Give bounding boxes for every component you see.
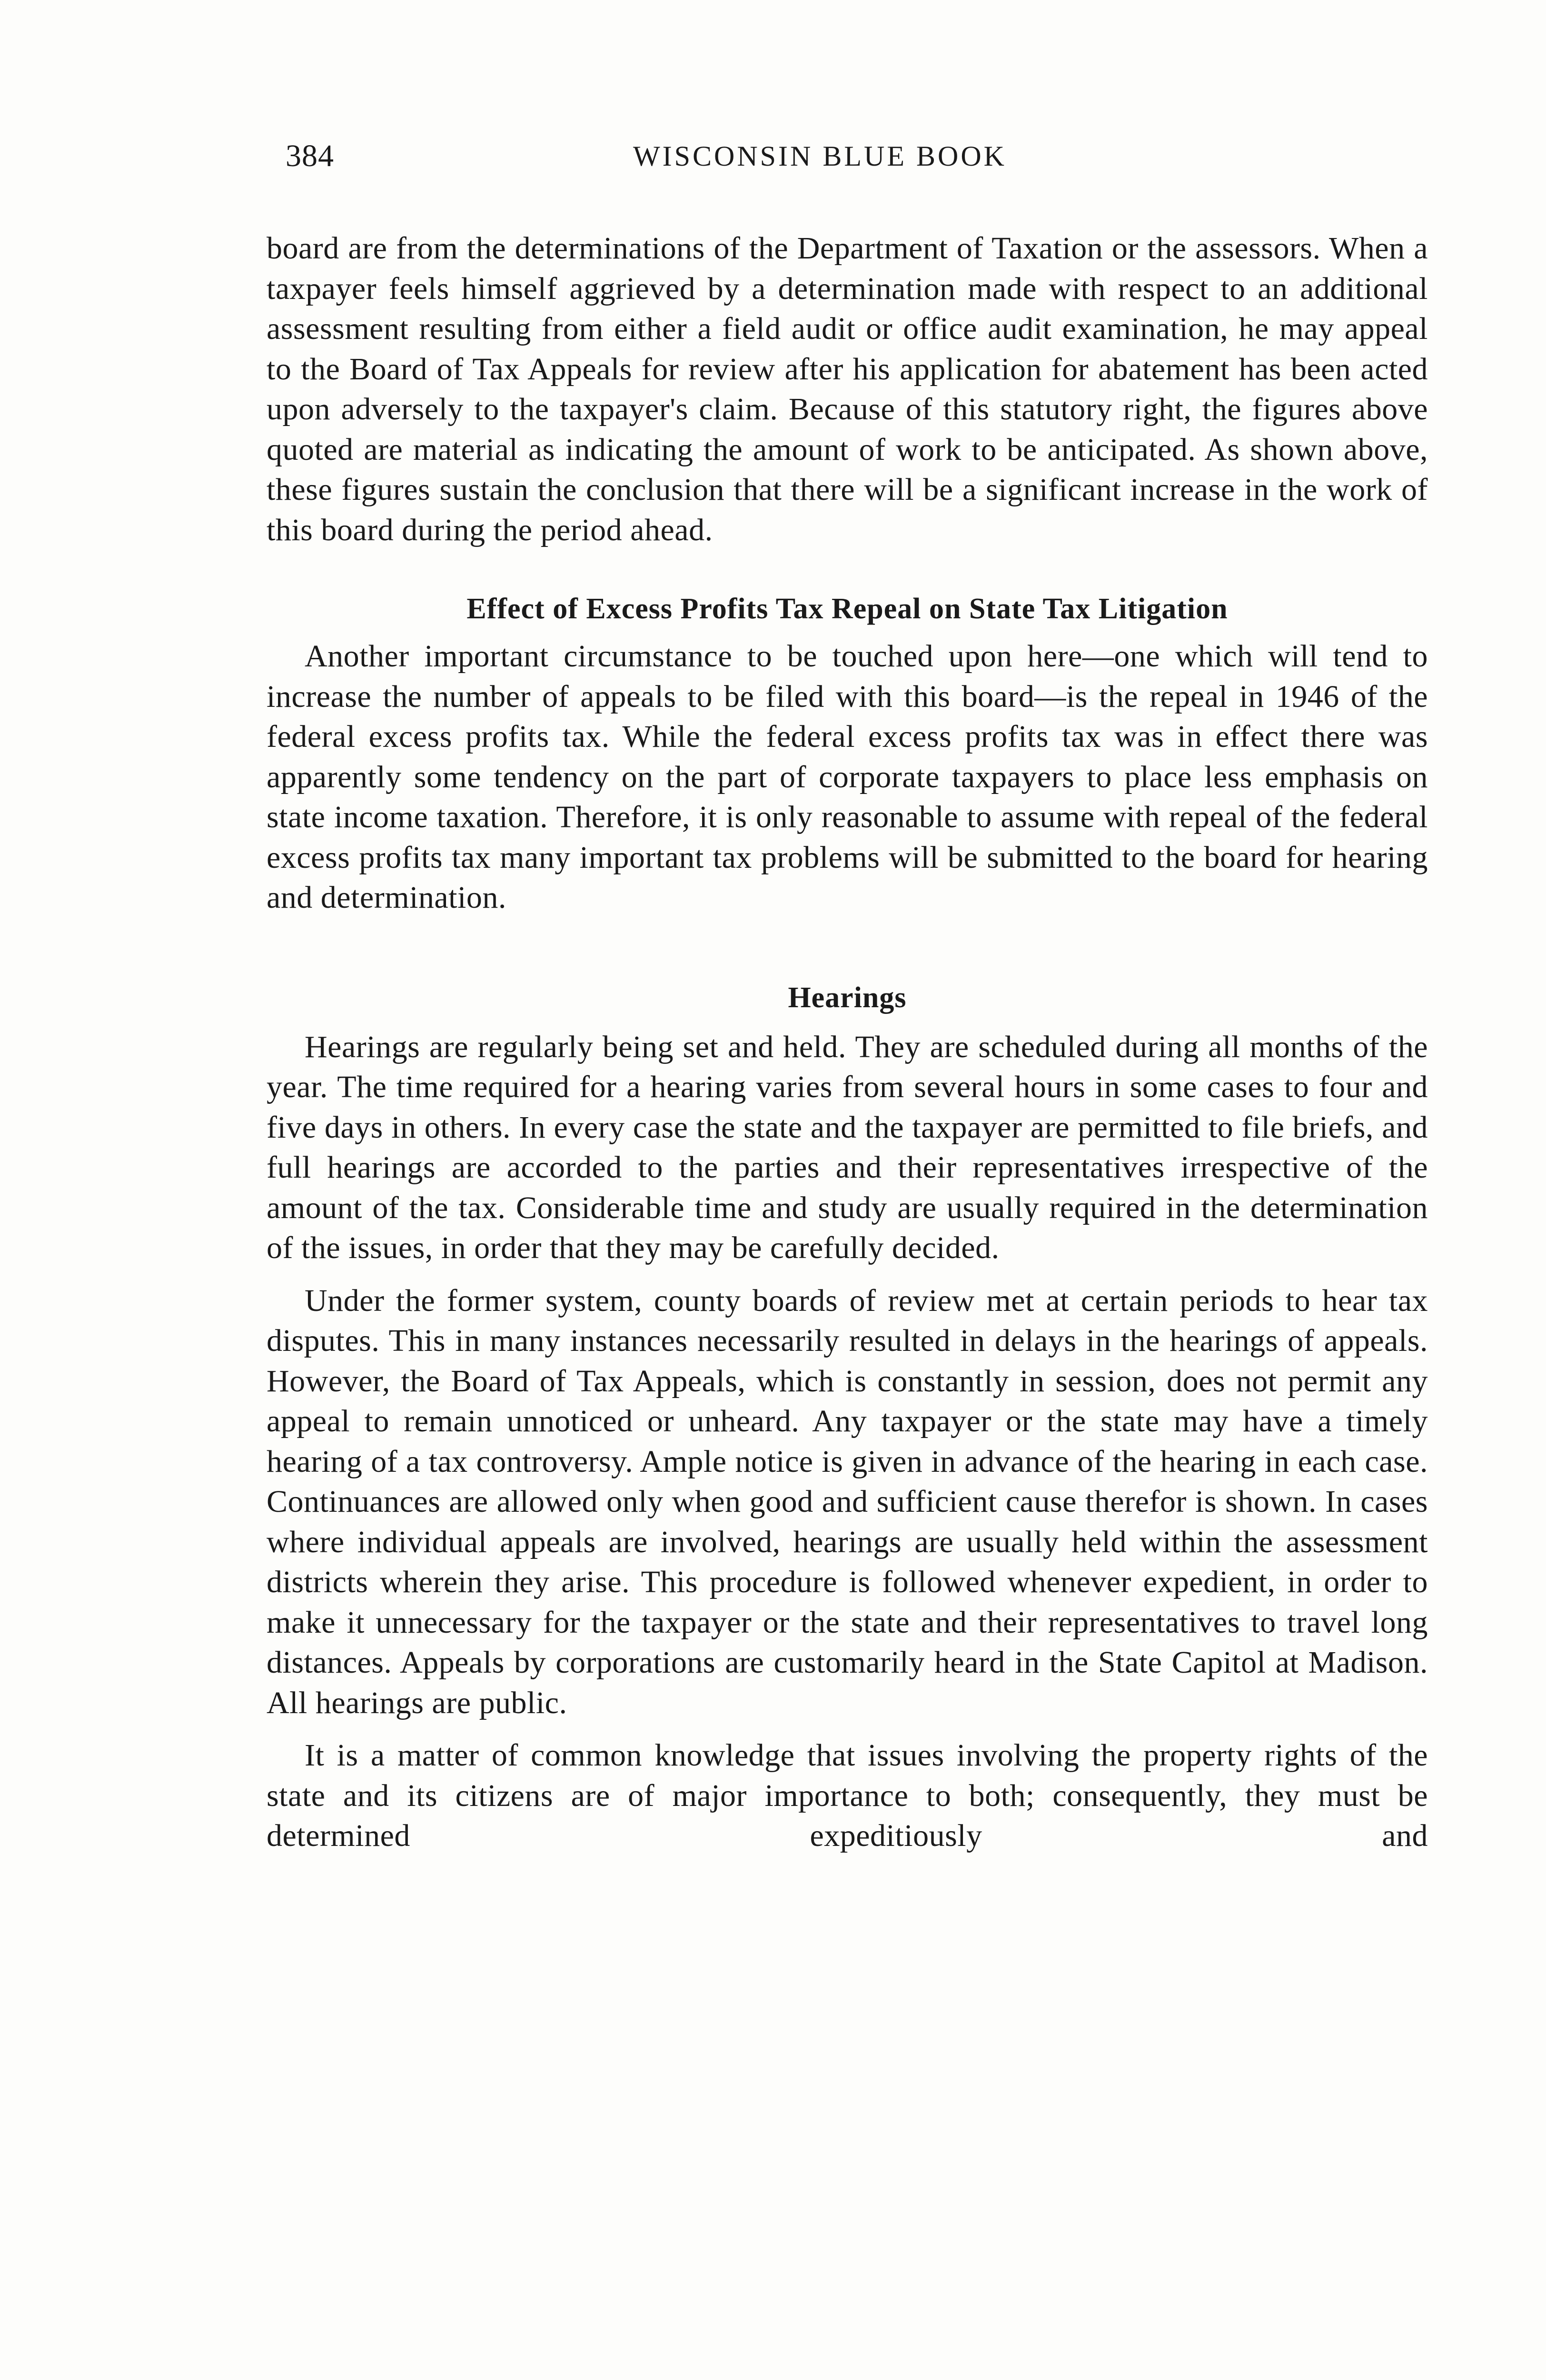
section-heading-excess-profits: Effect of Excess Profits Tax Repeal on State Tax Litigation: [466, 593, 1228, 625]
page-number: 384: [286, 139, 334, 173]
running-head: [286, 138, 1428, 181]
paragraph-hearings-schedule: Hearings are regularly being set and held. They are scheduled during all months of the year. The time required for a hearing varies from several hours in some cases to four and five days in others. In every case the state and the taxpayer are permitted to file briefs, and full hearings are accorded to the parties and their representatives irrespective of the amount of the tax. Considerable time and study are usually required in the determination of the issues, in order that they may be carefully decided.: [267, 1029, 1428, 1265]
paragraph-board-determinations: board are from the determinations of the Department of Taxation or the assessors. When a taxpayer feels himself aggrieved by a determination made with respect to an additional assessment resulting from either a field audit or office audit examination, he may appeal to the Board of Tax Appeals for review after his application for abatement has been acted upon adversely to the taxpayer's claim. Because of this statutory right, the figures above quoted are material as indicating the amount of work to be anticipated. As shown above, these figures sustain the conclusion that there will be a significant increase in the work of this board during the period ahead.: [267, 231, 1428, 547]
section-heading-hearings: Hearings: [788, 981, 907, 1014]
paragraph-former-system: Under the former system, county boards of review met at certain periods to hear tax disputes. This in many instances necessarily resulted in delays in the hearings of appeals. However, the Board of Tax Appeals, which is constantly in session, does not permit any appeal to remain unnoticed or unheard. Any taxpayer or the state may have a timely hearing of a tax controversy. Ample notice is given in advance of the hearing in each case. Continuances are allowed only when good and sufficient cause therefor is shown. In cases where individual appeals are involved, hearings are usually held within the assessment districts wherein they arise. This procedure is followed whenever expedient, in order to make it unnecessary for the taxpayer or the state and their representatives to travel long distances. Appeals by corporations are customarily heard in the State Capitol at Madison. All hearings are public.: [267, 1283, 1428, 1720]
paragraph-spacer: [267, 1269, 1428, 1281]
book-title: WISCONSIN BLUE BOOK: [633, 140, 1007, 172]
paragraph-spacer: [267, 1723, 1428, 1735]
paragraph-common-knowledge: It is a matter of common knowledge that issues involving the property rights of the state and its citizens are of major importance to both; consequently, they must be determined expeditiously and: [267, 1738, 1428, 1853]
body-text: [267, 228, 1428, 1856]
paragraph-excess-profits-repeal: Another important circumstance to be touched upon here—one which will tend to increase the number of appeals to be filed with this board—is the repeal in 1946 of the federal excess profits tax. While the federal excess profits tax was in effect there was apparently some tendency on the part of corporate taxpayers to place less emphasis on state income taxation. Therefore, it is only reasonable to assume with repeal of the federal excess profits tax many important tax problems will be submitted to the board for hearing and determination.: [267, 639, 1428, 915]
